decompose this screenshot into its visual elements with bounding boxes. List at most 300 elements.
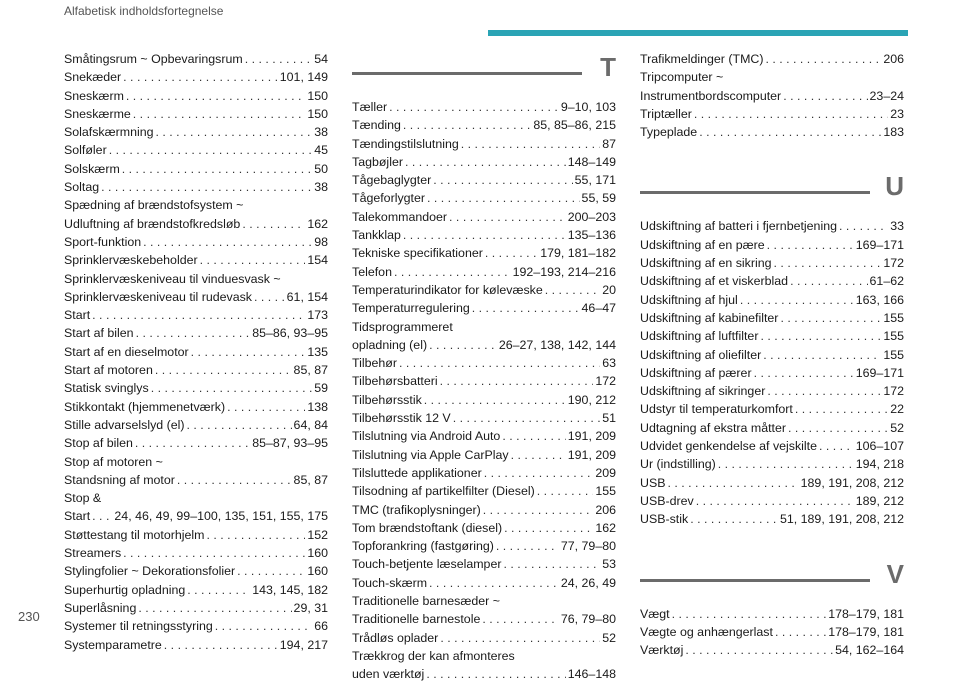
index-entry: [64, 617, 328, 635]
index-term: Statisk svinglys: [64, 381, 149, 396]
index-term: Tripcomputer ~: [640, 70, 724, 85]
dot-leader: [754, 364, 854, 382]
index-term: Temperaturregulering: [352, 301, 470, 316]
index-page-refs: 59: [314, 381, 328, 396]
index-term: Stylingfolier ~ Dekorationsfolier: [64, 564, 236, 579]
index-term: Typeplade: [640, 125, 698, 140]
index-entry: [352, 135, 616, 153]
section-header: [640, 558, 904, 601]
dot-leader: [472, 299, 580, 317]
index-term: Stop af bilen: [64, 436, 133, 451]
section-header: [352, 54, 616, 94]
index-term: Instrumentbordscomputer: [640, 88, 782, 103]
index-term: Udskiftning af batteri i fjernbetjening: [640, 219, 837, 234]
index-entry: [640, 455, 904, 473]
index-term: Udskiftning af en pære: [640, 237, 765, 252]
index-page-refs: 101, 149: [279, 70, 328, 85]
index-term: Tændingstilslutning: [352, 136, 459, 151]
index-entry-line: [64, 581, 328, 599]
index-term: Tænding: [352, 118, 401, 133]
index-page-refs: 172: [883, 384, 904, 399]
index-page-refs: 173: [307, 308, 328, 323]
index-page-refs: 155: [595, 484, 616, 499]
index-page-refs: 178–179, 181: [828, 606, 904, 621]
dot-leader: [156, 123, 313, 141]
index-entry-line: [64, 544, 328, 562]
index-entry-line: [64, 251, 328, 269]
index-entry: [64, 343, 328, 361]
index-term: Tilslutning via Android Auto: [352, 429, 501, 444]
index-term: Traditionelle barnestole: [352, 612, 481, 627]
dot-leader: [187, 581, 250, 599]
index-term: Superhurtig opladning: [64, 582, 186, 597]
index-page-refs: 9–10, 103: [560, 100, 616, 114]
index-page-refs: 194, 218: [855, 457, 904, 472]
index-page-refs: 50: [314, 161, 328, 176]
index-page-refs: 23: [890, 106, 904, 121]
index-entry-line: [64, 196, 328, 214]
index-entry: [640, 492, 904, 510]
index-page-refs: 191, 209: [567, 429, 616, 444]
dot-leader: [740, 291, 854, 309]
index-page-refs: 150: [307, 88, 328, 103]
dot-leader: [767, 236, 854, 254]
index-entry: [352, 427, 616, 445]
index-page-refs: 135–136: [567, 228, 616, 243]
index-term: Superlåsning: [64, 600, 137, 615]
index-entry-line: [352, 171, 616, 189]
index-page-refs: 24, 26, 49: [560, 575, 616, 590]
index-entry: [64, 178, 328, 196]
index-page-refs: 55, 59: [581, 191, 616, 206]
dot-leader: [215, 617, 312, 635]
index-entry: [640, 364, 904, 382]
index-page-refs: 178–179, 181: [828, 624, 904, 639]
index-page-refs: 150: [307, 106, 328, 121]
index-page-refs: 148–149: [567, 154, 616, 169]
index-term: Udskiftning af kabinefilter: [640, 310, 779, 325]
dot-leader: [685, 641, 833, 659]
index-term: Stop &: [64, 491, 102, 506]
index-term: Tilsluttede applikationer: [352, 465, 482, 480]
index-entry: [64, 50, 328, 68]
index-entry: [352, 574, 616, 592]
index-page-refs: 38: [314, 180, 328, 195]
index-entry: [640, 68, 904, 105]
index-term: Udtagning af ekstra måtter: [640, 420, 787, 435]
index-page-refs: 64, 84: [293, 417, 328, 432]
index-term: Traditionelle barnesæder ~: [352, 594, 500, 609]
index-term: Tom brændstoftank (diesel): [352, 520, 503, 535]
dot-leader: [187, 416, 292, 434]
index-page-refs: 61–62: [869, 274, 904, 289]
index-entry-line: [64, 599, 328, 617]
index-term: Udskiftning af sikringer: [640, 384, 766, 399]
index-entry: [640, 623, 904, 641]
index-entry-line: [64, 270, 328, 288]
index-entry-line: [64, 453, 328, 471]
dot-leader: [503, 555, 600, 573]
dot-leader: [496, 537, 559, 555]
index-page-refs: 76, 79–80: [560, 612, 616, 627]
index-term: Sprinklervæskeniveau til rudevask: [64, 289, 253, 304]
index-entry: [64, 453, 328, 490]
dot-leader: [245, 50, 313, 68]
index-entry: [640, 327, 904, 345]
index-entry-line: [64, 141, 328, 159]
index-entry: [640, 105, 904, 123]
index-term: Vægte og anhængerlast: [640, 624, 773, 639]
index-page-refs: 85, 87: [293, 363, 328, 378]
index-page-refs: 189, 191, 208, 212: [800, 475, 904, 490]
index-page-refs: 163, 166: [855, 292, 904, 307]
dot-leader: [237, 562, 305, 580]
index-entry-line: [640, 641, 904, 659]
index-term: Trådløs oplader: [352, 630, 439, 645]
dot-leader: [389, 98, 559, 116]
index-term: Vægt: [640, 606, 670, 621]
index-entry-line: [352, 409, 616, 427]
index-column-3: [640, 50, 904, 659]
index-entry-line: [64, 178, 328, 196]
index-entry: [64, 416, 328, 434]
index-entry: [640, 272, 904, 290]
dot-leader: [143, 233, 312, 251]
index-term: Sneskærm: [64, 88, 124, 103]
index-term: Start af motoren: [64, 363, 153, 378]
index-term: Telefon: [352, 264, 392, 279]
dot-leader: [136, 324, 251, 342]
index-entry-line: [352, 189, 616, 207]
index-entry: [64, 233, 328, 251]
dot-leader: [429, 336, 497, 354]
index-entry: [64, 489, 328, 526]
index-entry-line: [64, 215, 328, 233]
section-spacer: [640, 141, 904, 169]
index-entry: [352, 391, 616, 409]
index-term: Temperaturindikator for kølevæske: [352, 282, 543, 297]
index-entry: [352, 482, 616, 500]
index-entry-line: [352, 98, 616, 116]
index-page-refs: 51: [602, 411, 616, 426]
dot-leader: [405, 153, 566, 171]
index-page-refs: 155: [883, 329, 904, 344]
index-entry-line: [352, 629, 616, 647]
index-entry-line: [64, 288, 328, 306]
dot-leader: [254, 288, 285, 306]
index-entry-line: [640, 605, 904, 623]
index-entry: [64, 544, 328, 562]
index-page-refs: 52: [602, 630, 616, 645]
index-entry: [352, 263, 616, 281]
index-entry: [352, 537, 616, 555]
index-entry-line: [64, 361, 328, 379]
index-page-refs: 55, 171: [574, 173, 616, 188]
index-entry-line: [352, 610, 616, 628]
index-page-refs: 190, 212: [567, 392, 616, 407]
index-page-refs: 33: [890, 219, 904, 234]
index-entry: [64, 196, 328, 233]
index-entry: [352, 171, 616, 189]
index-entry-line: [64, 636, 328, 654]
index-page-refs: 46–47: [581, 301, 616, 316]
index-entry: [640, 605, 904, 623]
dot-leader: [191, 343, 306, 361]
index-entry-line: [640, 105, 904, 123]
index-term: Udskiftning af en sikring: [640, 256, 772, 271]
index-term: Udluftning af brændstofkredsløb: [64, 216, 241, 231]
index-entry: [64, 123, 328, 141]
index-entry-line: [640, 217, 904, 235]
index-entry-line: [64, 526, 328, 544]
dot-leader: [775, 623, 826, 641]
index-page-refs: 135: [307, 344, 328, 359]
index-page-refs: 29, 31: [293, 600, 328, 615]
index-entry-line: [352, 244, 616, 262]
index-entry: [64, 251, 328, 269]
index-page-refs: 45: [314, 143, 328, 158]
dot-leader: [774, 254, 882, 272]
index-entry: [352, 409, 616, 427]
index-page-refs: 179, 181–182: [540, 246, 616, 261]
index-page-refs: 160: [307, 564, 328, 579]
index-entry-line: [352, 153, 616, 171]
index-entry-line: [352, 555, 616, 573]
section-rule: [352, 72, 582, 75]
index-page-refs: 77, 79–80: [560, 539, 616, 554]
index-page-refs: 23–24: [869, 88, 904, 103]
index-page-refs: 143, 145, 182: [252, 582, 328, 597]
index-entry: [640, 346, 904, 364]
index-entry-line: [640, 455, 904, 473]
index-entry-line: [640, 68, 904, 86]
dot-leader: [765, 50, 881, 68]
index-entry-line: [352, 501, 616, 519]
index-entry-line: [352, 427, 616, 445]
dot-leader: [453, 409, 601, 427]
index-term: Tilbehør: [352, 356, 397, 371]
index-term: Touch-betjente læselamper: [352, 557, 502, 572]
index-page-refs: 172: [883, 256, 904, 271]
index-entry-line: [640, 50, 904, 68]
index-entry-line: [640, 87, 904, 105]
dot-leader: [699, 123, 881, 141]
index-term: Tilsodning af partikelfilter (Diesel): [352, 484, 535, 499]
index-entry: [64, 361, 328, 379]
dot-leader: [694, 105, 888, 123]
index-entry-line: [640, 123, 904, 141]
index-entry: [64, 160, 328, 178]
index-term: Topforankring (fastgøring): [352, 539, 494, 554]
index-entry-line: [64, 105, 328, 123]
index-entry-line: [64, 434, 328, 452]
dot-leader: [135, 434, 250, 452]
index-term: Stikkontakt (hjemmenetværk): [64, 399, 226, 414]
dot-leader: [839, 217, 888, 235]
dot-leader: [200, 251, 306, 269]
dot-leader: [440, 629, 600, 647]
index-page-refs: 24, 46, 49, 99–100, 135, 151, 155, 175: [114, 509, 328, 524]
index-entry-line: [640, 623, 904, 641]
index-term: Sprinklervæskeniveau til vinduesvask ~: [64, 271, 281, 286]
index-entry: [352, 446, 616, 464]
index-page-refs: 20: [602, 282, 616, 297]
index-term: Tæller: [352, 100, 388, 114]
index-entry-line: [352, 135, 616, 153]
index-page-refs: 192–193, 214–216: [512, 264, 616, 279]
index-entry-line: [352, 263, 616, 281]
index-term: TMC (trafikoplysninger): [352, 502, 481, 517]
index-entry: [64, 141, 328, 159]
dot-leader: [122, 160, 312, 178]
index-entry: [640, 419, 904, 437]
index-entry: [352, 116, 616, 134]
index-entry-line: [352, 354, 616, 372]
index-entry: [64, 270, 328, 307]
index-entry: [352, 592, 616, 629]
index-entry: [352, 372, 616, 390]
index-term: Udskiftning af oliefilter: [640, 347, 762, 362]
index-page-refs: 54, 162–164: [835, 643, 904, 658]
index-term: Tagbøjler: [352, 154, 403, 169]
index-entry-line: [352, 208, 616, 226]
index-entry-line: [64, 471, 328, 489]
index-column-1: [64, 50, 328, 654]
dot-leader: [101, 178, 312, 196]
index-entry-line: [640, 272, 904, 290]
index-entry-line: [352, 592, 616, 610]
dot-leader: [399, 354, 600, 372]
index-entry: [640, 474, 904, 492]
section-rule: [640, 579, 870, 582]
index-entry-line: [640, 346, 904, 364]
dot-leader: [449, 208, 566, 226]
dot-leader: [151, 379, 313, 397]
dot-leader: [433, 171, 572, 189]
index-page-refs: 53: [602, 557, 616, 572]
index-page-refs: 152: [307, 527, 328, 542]
dot-leader: [461, 135, 600, 153]
section-spacer: [640, 529, 904, 557]
index-term: Tågebaglygter: [352, 173, 432, 188]
index-entry-line: [64, 233, 328, 251]
dot-leader: [760, 327, 881, 345]
index-entry-line: [352, 647, 616, 665]
index-page-refs: 206: [883, 52, 904, 66]
dot-leader: [483, 501, 594, 519]
index-page-refs: 160: [307, 546, 328, 561]
dot-leader: [109, 141, 313, 159]
index-entry-line: [352, 116, 616, 134]
index-entry: [352, 629, 616, 647]
index-page-refs: 209: [595, 465, 616, 480]
index-entry: [352, 318, 616, 355]
index-entry: [352, 647, 616, 684]
index-entry-line: [352, 281, 616, 299]
dot-leader: [242, 215, 305, 233]
index-entry-line: [352, 226, 616, 244]
dot-leader: [767, 382, 881, 400]
dot-leader: [485, 244, 538, 262]
index-entry-line: [64, 379, 328, 397]
index-page-refs: 85, 87: [293, 472, 328, 487]
dot-leader: [206, 526, 305, 544]
index-page-refs: 22: [890, 402, 904, 417]
index-term: Tilslutning via Apple CarPlay: [352, 447, 509, 462]
index-column-2: [352, 50, 616, 684]
index-entry: [352, 501, 616, 519]
index-term: Systemer til retningsstyring: [64, 619, 213, 634]
index-term: Tilbehørsstik: [352, 392, 422, 407]
index-entry: [640, 123, 904, 141]
index-term: USB-drev: [640, 493, 694, 508]
index-entry: [64, 398, 328, 416]
index-term: Tilbehørsstik 12 V: [352, 411, 451, 426]
index-entry-line: [352, 391, 616, 409]
index-page-refs: 162: [595, 520, 616, 535]
dot-leader: [696, 492, 854, 510]
index-entry: [64, 636, 328, 654]
index-entry-line: [640, 291, 904, 309]
index-term: Udskiftning af luftfilter: [640, 329, 759, 344]
index-entry: [352, 208, 616, 226]
index-term: Start af en dieselmotor: [64, 344, 189, 359]
index-entry: [640, 510, 904, 528]
index-term: Soltag: [64, 180, 100, 195]
dot-leader: [790, 272, 867, 290]
index-page-refs: 106–107: [855, 439, 904, 454]
index-entry-line: [64, 160, 328, 178]
index-entry: [640, 641, 904, 659]
dot-leader: [429, 574, 559, 592]
index-entry: [640, 217, 904, 235]
index-entry-line: [640, 474, 904, 492]
index-entry-line: [352, 574, 616, 592]
index-entry: [640, 254, 904, 272]
dot-leader: [427, 189, 580, 207]
index-entry-line: [352, 482, 616, 500]
dot-leader: [126, 87, 305, 105]
index-entry-line: [64, 306, 328, 324]
index-entry: [64, 105, 328, 123]
index-entry-line: [640, 437, 904, 455]
index-page-refs: 200–203: [567, 209, 616, 224]
index-term: Talekommandoer: [352, 209, 448, 224]
index-term: Solføler: [64, 143, 107, 158]
index-term: Udstyr til temperaturkomfort: [640, 402, 793, 417]
index-page-refs: 63: [602, 356, 616, 371]
dot-leader: [424, 391, 566, 409]
index-entry-line: [352, 446, 616, 464]
index-entry: [640, 437, 904, 455]
index-term: Solafskærmning: [64, 125, 154, 140]
header-accent-bar: [488, 30, 908, 36]
index-term: Start: [64, 308, 91, 323]
index-term: opladning (el): [352, 337, 428, 352]
index-entry: [640, 291, 904, 309]
index-page-refs: 183: [883, 125, 904, 140]
dot-leader: [537, 482, 594, 500]
index-page-refs: 61, 154: [286, 289, 328, 304]
index-entry: [352, 464, 616, 482]
index-term: Småtingsrum ~ Opbevaringsrum: [64, 52, 243, 66]
index-page-refs: 169–171: [855, 365, 904, 380]
dot-leader: [545, 281, 600, 299]
index-term: Solskærm: [64, 161, 120, 176]
index-page-refs: 38: [314, 125, 328, 140]
index-entry-line: [64, 507, 328, 525]
index-page-refs: 85–87, 93–95: [252, 436, 328, 451]
